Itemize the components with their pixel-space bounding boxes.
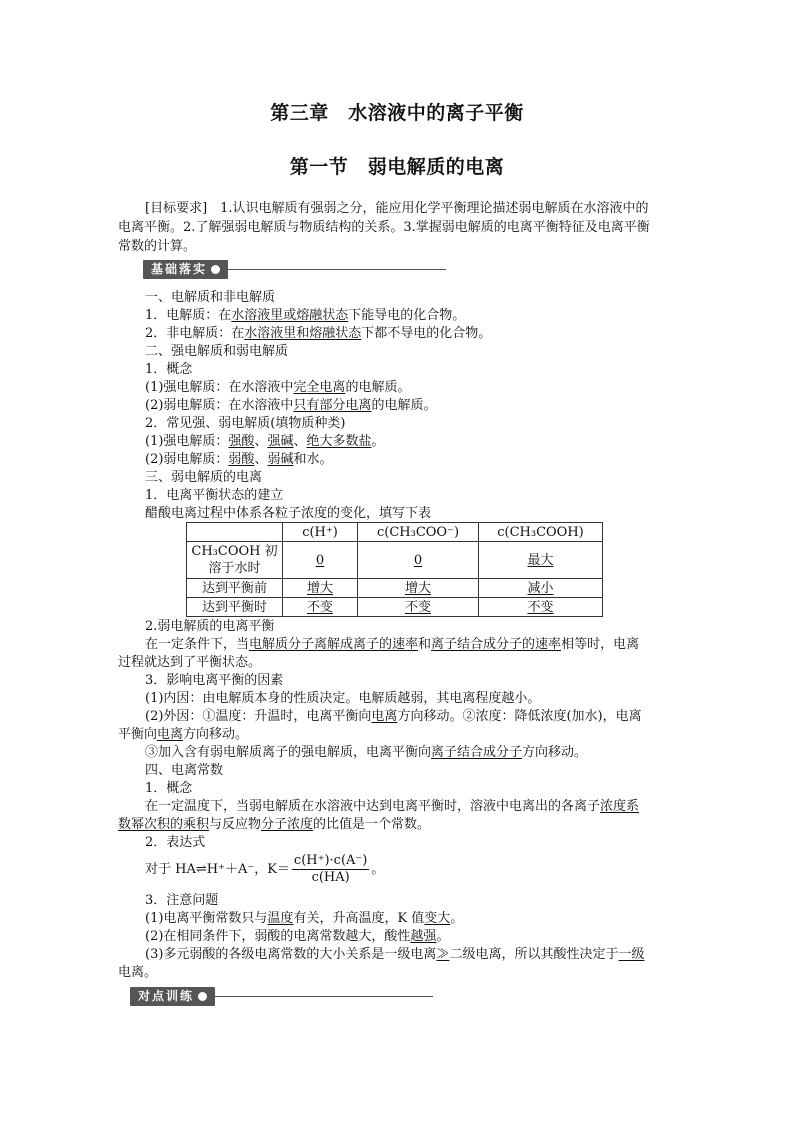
answer-text: 只有部分电离 [293,398,372,413]
text: (2)在相同条件下，弱酸的电离常数越大，酸性 [145,929,411,944]
text: 平衡向 [118,727,158,742]
paragraph: 过程就达到了平衡状态。 [118,655,262,670]
text: 。 [450,911,464,926]
text: 。 [371,862,385,877]
table-caption: 醋酸电离过程中体系各粒子浓度的变化，填写下表 [145,506,432,521]
table-header-cell: c(H⁺) [283,523,358,542]
table-cell: 增大 [358,579,479,598]
answer-text: 水溶液里或熔融状态 [231,308,349,323]
text: 对于 HA⇌H⁺＋A⁻，K＝ [145,862,290,877]
text: 。 [371,434,385,449]
answer-text: 分子浓度 [261,817,314,832]
text: 、 [293,434,307,449]
subheading: 1．概念 [145,781,193,796]
heading: 二、强电解质和弱电解质 [145,344,289,359]
answer-text: 绝大多数盐 [306,434,372,449]
section-bar-label [130,987,215,1006]
table-cell: 不变 [479,598,603,617]
section-title: 第一节 弱电解质的电离 [289,156,505,178]
table-cell: 不变 [283,598,358,617]
text: 相等时，电离 [561,637,640,652]
paragraph: (1)内因：由电解质本身的性质决定。电解质越弱，其电离程度越小。 [145,691,541,706]
text: 下都不导电的化合物。 [361,326,492,341]
table-cell: 不变 [358,598,479,617]
text: (1)强电解质：在水溶液中 [145,380,294,395]
answer-text: 电离 [371,709,398,724]
subheading: 2.弱电解质的电离平衡 [145,619,275,634]
text: 二级电离，所以其酸性决定于 [449,947,619,962]
table-cell: 达到平衡时 [187,598,283,617]
dot-icon [198,992,207,1001]
text: 。 [436,929,450,944]
paragraph [145,397,436,415]
table-cell: 达到平衡前 [187,579,283,598]
text: 与反应物 [209,817,262,832]
text: 、 [254,452,268,467]
text: 、 [254,434,268,449]
table-cell: 最大 [479,542,603,579]
answer-text: 电解质分子离解成离子的速率 [249,637,419,652]
section-bar-text: 对点训练 [138,988,195,1003]
answer-text: 数幂次积的乘积 [118,817,210,832]
heading: 一、电解质和非电解质 [145,290,276,305]
answer-text: 电离 [157,727,184,742]
answer-text: 越强 [410,929,437,944]
fraction [292,853,369,886]
paragraph [145,798,639,816]
section-bar-text: 基础落实 [151,261,208,276]
text: 在一定条件下，当 [145,637,250,652]
answer-text: 离子结合成分子的速率 [431,637,562,652]
text: 和水。 [293,452,333,467]
paragraph [145,744,587,762]
chapter-title: 第三章 水溶液中的离子平衡 [270,102,524,124]
table-header-cell: c(CH₃COO⁻) [358,523,479,542]
text: 在一定温度下，当弱电解质在水溶液中达到电离平衡时，溶液中电离出的各离子 [145,799,601,814]
text: 的比值是一个常数。 [313,817,431,832]
answer-text: 浓度系 [600,799,640,814]
table-header-row [187,523,603,542]
objectives-line: 电离平衡。2.了解强弱电解质与物质结构的关系。3.掌握弱电解质的电离平衡特征及电离平衡 [118,220,650,235]
text: 方向移动。 [522,745,588,760]
objectives-line: [目标要求] 1.认识电解质有强弱之分，能应用化学平衡理论描述弱电解质在水溶液中的 [145,201,649,216]
table-cell: 减小 [479,579,603,598]
answer-text: 弱碱 [267,452,294,467]
subheading: 3．影响电离平衡的因素 [145,673,284,688]
paragraph: 电离。 [118,965,158,980]
fraction-denominator: c(HA) [311,870,350,885]
text: 和 [418,637,432,652]
text: 的电解质。 [371,398,437,413]
subheading: 2．表达式 [145,835,206,850]
section-bar-practice [130,986,433,1006]
answer-text: 变大 [424,911,451,926]
text: (1)电离平衡常数只与 [145,911,268,926]
answer-text: ≫ [436,947,450,962]
table-row [187,579,603,598]
divider [228,269,446,270]
table-cell: 0 [358,542,479,579]
paragraph [145,379,410,397]
paragraph [145,928,449,946]
answer-text: 温度 [267,911,294,926]
text: 2．非电解质：在 [145,326,245,341]
section-bar-label [143,260,228,279]
paragraph [118,726,248,744]
text: (2)弱电解质： [145,452,229,467]
table-cell: CH₃COOH 初溶于水时 [187,542,283,579]
heading: 三、弱电解质的电离 [145,470,263,485]
text: ③加入含有弱电解质离子的强电解质，电离平衡向 [145,745,432,760]
text: 方向移动。 [183,727,249,742]
paragraph [145,433,385,451]
paragraph [145,946,644,964]
table-row [187,598,603,617]
answer-text: 强酸 [228,434,255,449]
text: 1．电解质：在 [145,308,232,323]
subheading: 2．常见强、弱电解质(填物质种类) [145,416,346,431]
fraction-numerator: c(H⁺)·c(A⁻) [293,853,368,868]
paragraph [145,451,332,469]
concentration-table [186,522,603,617]
answer-text: 弱酸 [228,452,255,467]
text: 的电解质。 [345,380,411,395]
subheading: 3．注意问题 [145,893,219,908]
paragraph [145,307,465,325]
dot-icon [211,265,220,274]
text: (2)外因：①温度：升温时，电离平衡向 [145,709,372,724]
formula [145,853,384,887]
paragraph [145,708,642,726]
text: (3)多元弱酸的各级电离常数的大小关系是一级电离 [145,947,437,962]
table-header-cell [187,523,283,542]
objectives-line: 常数的计算。 [118,239,197,254]
heading: 四、电离常数 [145,763,224,778]
divider [215,996,433,997]
table-header-cell: c(CH₃COOH) [479,523,603,542]
subheading: 1．电离平衡状态的建立 [145,488,284,503]
text: (2)弱电解质：在水溶液中 [145,398,294,413]
answer-text: 离子结合成分子 [431,745,523,760]
table-cell: 增大 [283,579,358,598]
paragraph [118,816,430,834]
paragraph [145,636,639,654]
text: 方向移动。②浓度：降低浓度(加水)，电离 [397,709,642,724]
paragraph [145,325,491,343]
answer-text: 一级 [618,947,645,962]
answer-text: 完全电离 [293,380,346,395]
paragraph [145,910,463,928]
answer-text: 水溶液里和熔融状态 [244,326,362,341]
table-cell: 0 [283,542,358,579]
table-row [187,542,603,579]
text: 下能导电的化合物。 [348,308,466,323]
subheading: 1．概念 [145,362,193,377]
text: (1)强电解质： [145,434,229,449]
text: 有关，升高温度，K 值 [293,911,425,926]
section-bar-basics [143,259,446,279]
answer-text: 强碱 [267,434,294,449]
